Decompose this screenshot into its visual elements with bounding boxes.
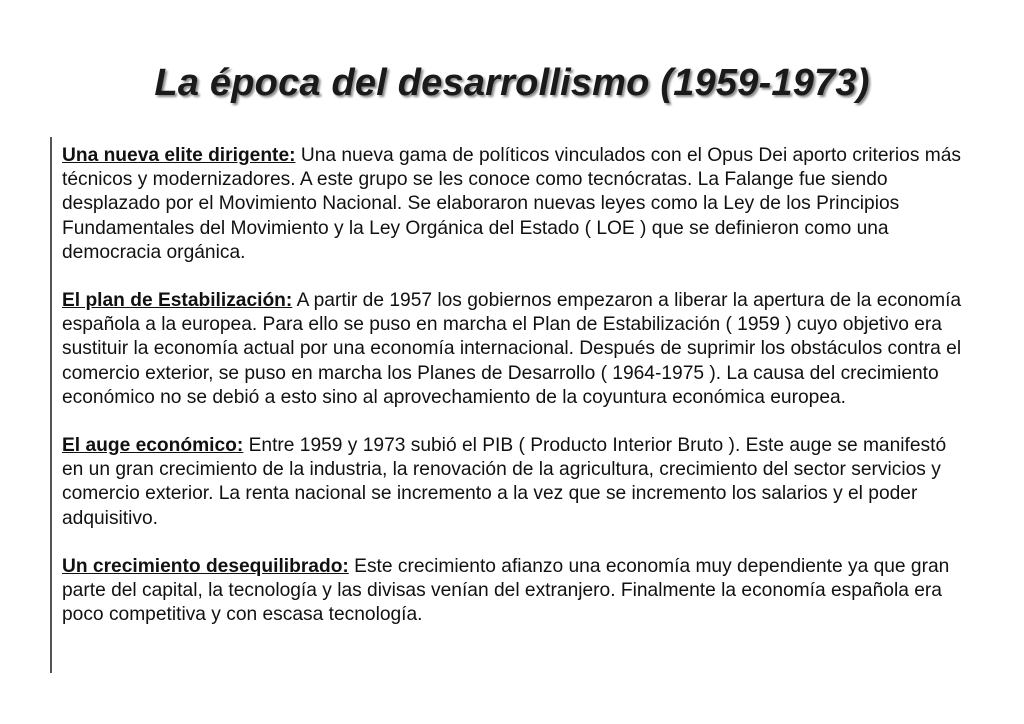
slide-title: La época del desarrollismo (1959-1973): [154, 62, 870, 104]
section-heading: Una nueva elite dirigente:: [62, 145, 296, 166]
section-paragraph-auge: [62, 434, 972, 531]
slide-body: [62, 144, 972, 651]
section-text: A partir de 1957 los gobiernos empezaron a liberar la apertura de la economía española a la europea. Para ello se puso en marcha el Plan de Estabilización ( 1959 ) cuyo objetivo era sustituir la economía actual por una economía internacional. Después de suprimir los obstáculos contra el comercio exterior, se puso en marcha los Planes de Desarrollo ( 1964-1975 ). La causa del crecimiento económico no se debió a esto sino al aprovechamiento de la coyuntura económica europea.: [62, 290, 962, 408]
section-text: Este crecimiento afianzo una economía muy dependiente ya que gran parte del capital, la tecnología y las divisas venían del extranjero. Finalmente la economía española era poco competitiva y con escasa tecnología.: [62, 555, 950, 626]
section-paragraph-desequilibrado: [62, 555, 972, 628]
left-vertical-rule: [50, 137, 52, 673]
section-paragraph-elite: [62, 144, 972, 265]
section-heading: El plan de Estabilización:: [62, 290, 293, 312]
section-heading: El auge económico:: [62, 435, 244, 457]
section-paragraph-estabilizacion: [62, 289, 972, 410]
section-heading: Un crecimiento desequilibrado:: [62, 555, 349, 577]
section-text: Una nueva gama de políticos vinculados con el Opus Dei aporto criterios más técnicos y modernizadores. A este grupo se les conoce como tecnócratas. La Falange fue siendo desplazado por el Movimiento Nacional. Se elaboraron nuevas leyes como la Ley de los Principios Fundamentales del Movimiento y la Ley Orgánica del Estado ( LOE ) que se definieron como una democracia orgánica.: [62, 145, 962, 263]
section-text: Entre 1959 y 1973 subió el PIB ( Producto Interior Bruto ). Este auge se manifestó en un gran crecimiento de la industria, la renovación de la agricultura, crecimiento del sector servicios y comercio exterior. La renta nacional se incremento a la vez que se incremento los salarios y el poder adquisitivo.: [62, 435, 947, 529]
